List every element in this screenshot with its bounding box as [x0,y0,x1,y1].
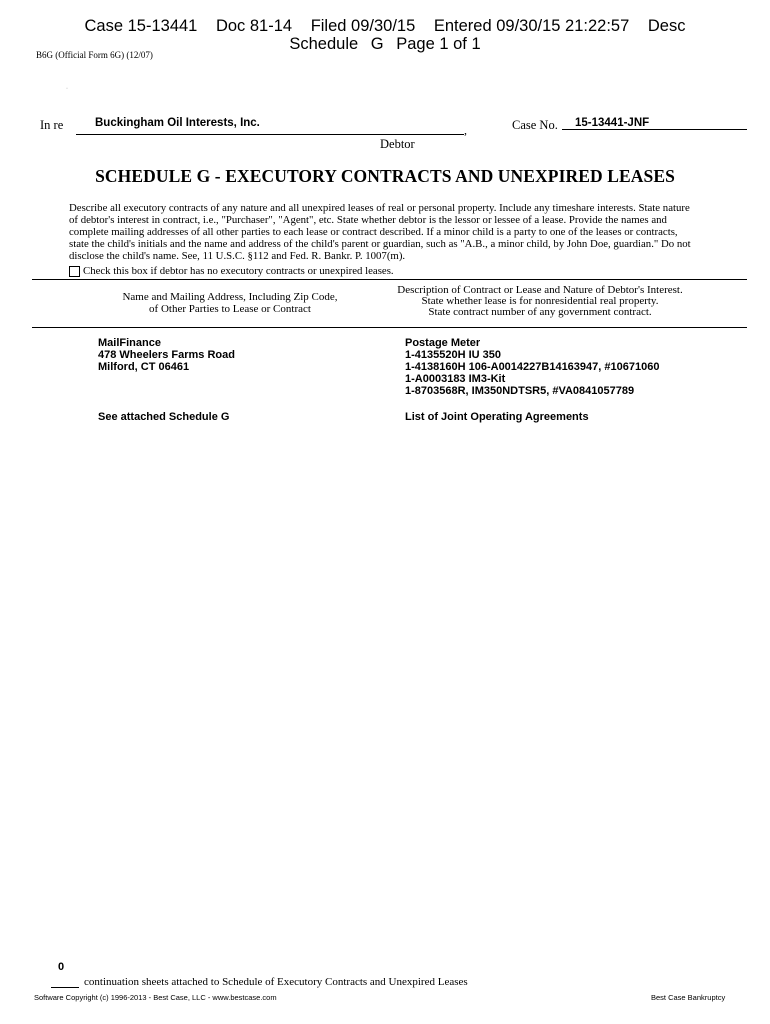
debtor-comma: , [464,123,467,137]
stamp-page-count: Page 1 of 1 [396,35,481,53]
debtor-label: Debtor [380,137,415,151]
contract-description-line: 1-A0003183 IM3-Kit [405,373,506,385]
case-number-label: Case No. [512,118,558,132]
contract-description-line: 1-4135520H IU 350 [405,349,502,361]
table-header-bottom-rule [32,327,747,328]
column-header-line: of Other Parties to Lease or Contract [149,303,311,315]
column-header-line: State contract number of any government contract. [428,306,652,318]
entry-description [405,411,589,423]
instructions-line: disclose the child's name. See, 11 U.S.C. §112 and Fed. R. Bankr. P. 1007(m). [69,250,406,262]
column-header-line: Description of Contract or Lease and Nature of Debtor's Interest. [397,284,683,296]
contract-description-line: 1-4138160H 106-A0014227B14163947, #10671060 [405,361,660,373]
column-header-line: Name and Mailing Address, Including Zip Code, [122,291,338,303]
table-header-top-rule [32,279,747,280]
continuation-count-underline [51,987,79,988]
entry-party [98,337,235,373]
party-name: See attached Schedule G [98,411,230,423]
continuation-sheet-count: 0 [58,961,65,973]
party-name: MailFinance [98,337,161,349]
stamp-desc: Desc [647,17,686,35]
contract-description-line: 1-8703568R, IM350NDTSR5, #VA0841057789 [405,385,635,397]
contract-description-line: List of Joint Operating Agreements [405,411,589,423]
instructions-line: Describe all executory contracts of any nature and all unexpired leases of real or personal property. Include any timeshare interests. State nature [69,202,690,214]
no-contracts-checkbox-row [69,265,394,277]
case-number-underline [562,129,747,130]
stamp-case-number: Case 15-13441 [84,17,198,35]
stamp-schedule-letter: G [370,35,384,53]
instructions-line: of debtor's interest in contract, i.e., "Purchaser", "Agent", etc. State whether debtor is the lessor or lessee of a lease. Provide the names and [69,214,667,226]
case-number-value: 15-13441-JNF [575,117,650,129]
contract-description-line: Postage Meter [405,337,481,349]
party-address-line: 478 Wheelers Farms Road [98,349,235,361]
instructions-paragraph [69,202,744,262]
stamp-doc-number: Doc 81-14 [215,17,293,35]
stamp-schedule-label: Schedule [289,35,359,53]
no-contracts-checkbox-label: Check this box if debtor has no executory contracts or unexpired leases. [83,265,394,277]
debtor-name-underline [76,134,464,135]
scan-artifact: · [66,86,68,92]
form-reference: B6G (Official Form 6G) (12/07) [36,50,153,60]
stamp-filed-date: Filed 09/30/15 [310,17,416,35]
filing-stamp-line-1 [0,17,770,36]
in-re-label: In re [40,118,64,132]
instructions-line: complete mailing addresses of all other parties to each lease or contract described. If a minor child is a party to one of the leases or contracts, [69,226,678,238]
stamp-entered-date: Entered 09/30/15 21:22:57 [433,17,630,35]
software-brand: Best Case Bankruptcy [651,993,726,1002]
entry-description [405,337,659,397]
no-contracts-checkbox[interactable] [69,266,80,277]
debtor-name: Buckingham Oil Interests, Inc. [95,117,260,129]
party-address-line: Milford, CT 06461 [98,361,190,373]
entry-party [98,411,229,423]
instructions-line: state the child's initials and the name and address of the child's parent or guardian, such as "A.B., a minor child, by John Doe, guardian." Do not [69,238,691,250]
software-copyright: Software Copyright (c) 1996-2013 - Best Case, LLC - www.bestcase.com [34,993,277,1002]
continuation-text: continuation sheets attached to Schedule of Executory Contracts and Unexpired Leases [84,976,468,988]
column-header-line: State whether lease is for nonresidential real property. [421,295,659,307]
schedule-title: SCHEDULE G - EXECUTORY CONTRACTS AND UNEXPIRED LEASES [95,166,675,186]
column-header-description [340,285,740,318]
